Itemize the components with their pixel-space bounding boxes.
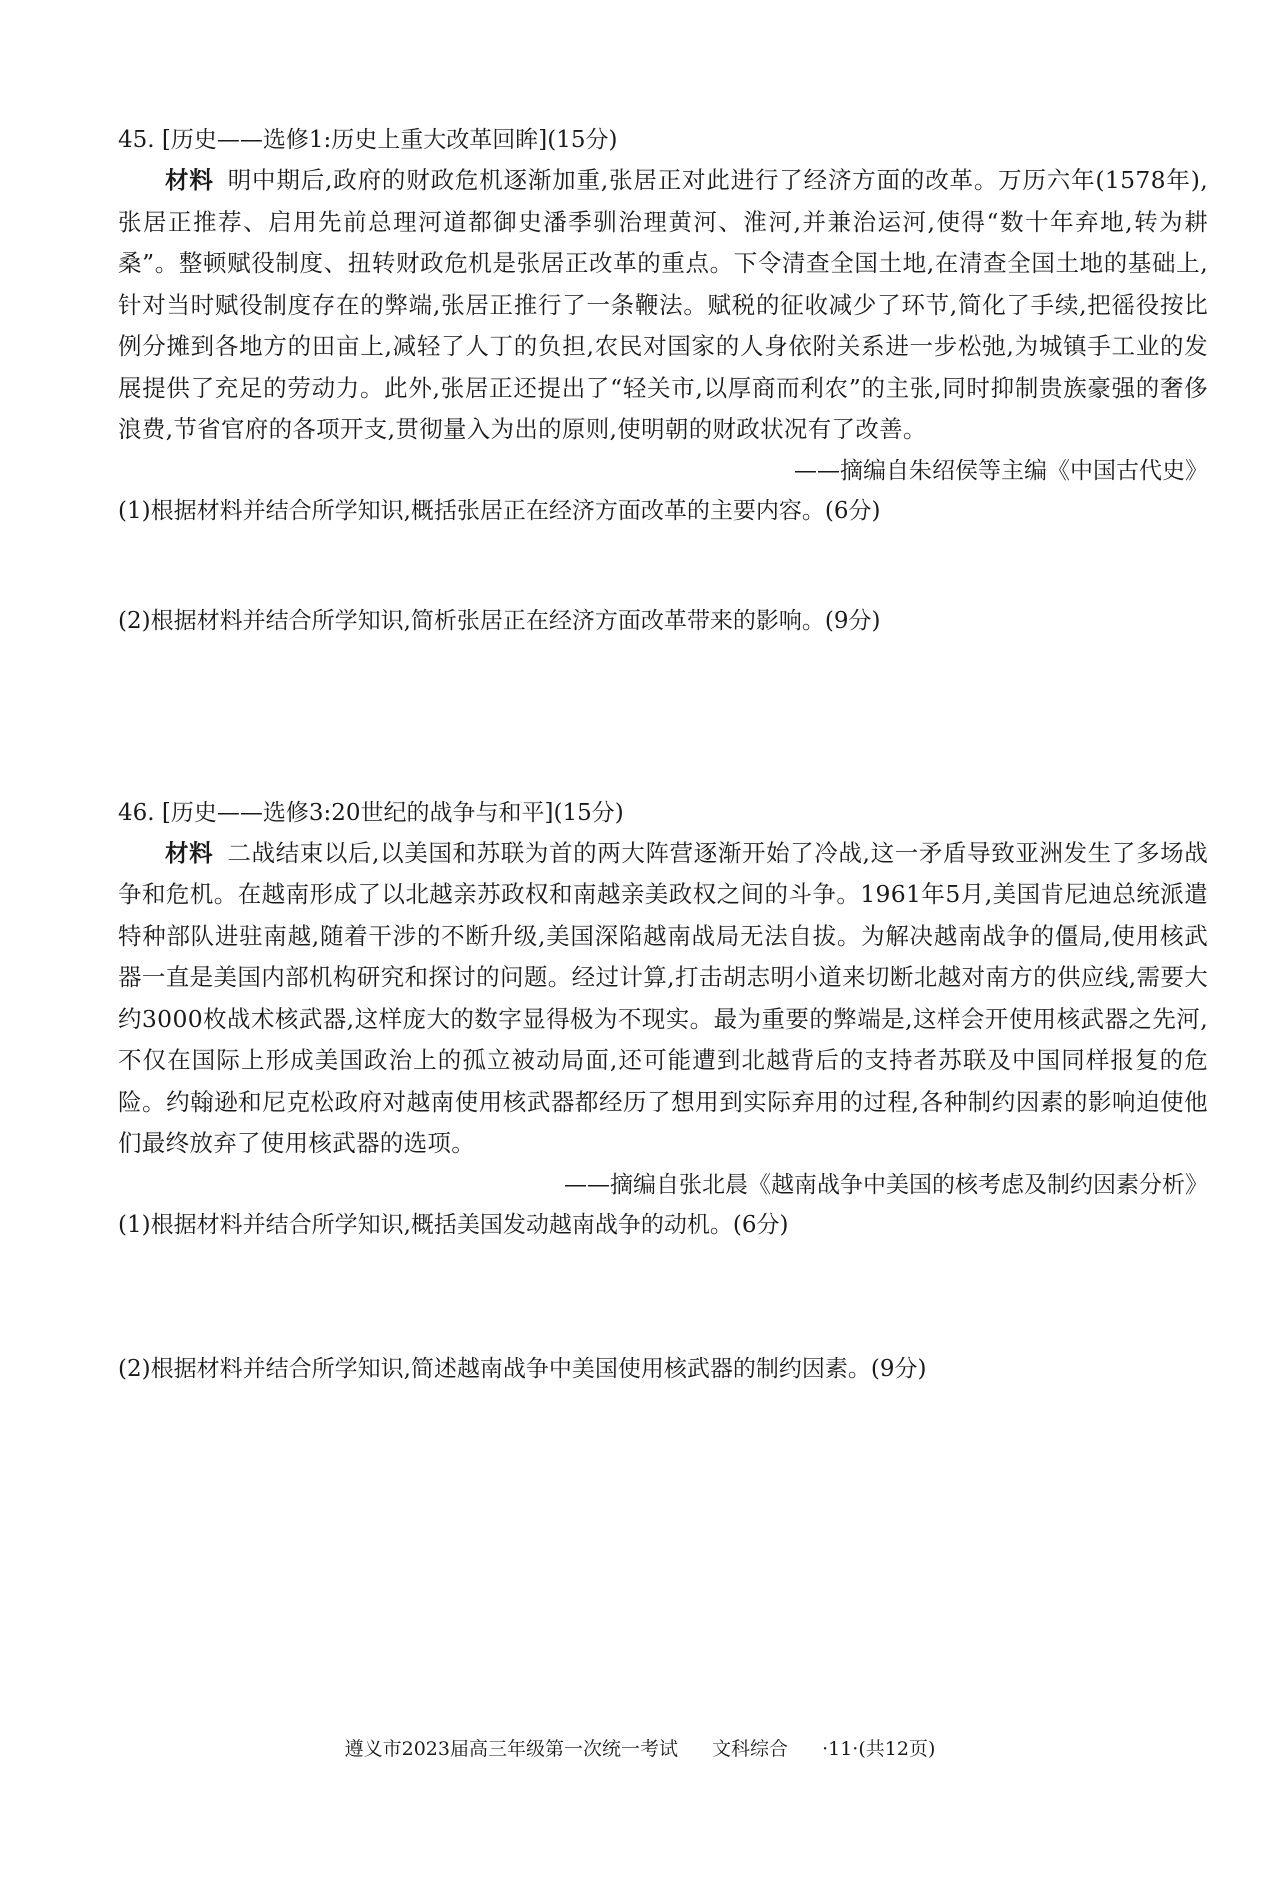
material-label: 材料 bbox=[165, 166, 214, 194]
answer-space bbox=[118, 531, 1208, 601]
footer-exam-name: 遵义市2023届高三年级第一次统一考试 bbox=[344, 1738, 678, 1760]
question-46 bbox=[118, 793, 1208, 1389]
footer-subject: 文科综合 bbox=[712, 1738, 789, 1760]
material-text: 明中期后,政府的财政危机逐渐加重,张居正对此进行了经济方面的改革。万历六年(1578年),张居正推荐、启用先前总理河道都御史潘季驯治理黄河、淮河,并兼治运河,使得“数十年弃地,转为耕桑”。整顿赋役制度、扭转财政危机是张居正改革的重点。下令清查全国土地,在清查全国土地的基础上,针对当时赋役制度存在的弊端,张居正推行了一条鞭法。赋税的征收减少了环节,简化了手续,把徭役按比例分摊到各地方的田亩上,减轻了人丁的负担,农民对国家的人身依附关系进一步松弛,为城镇手工业的发展提供了充足的劳动力。此外,张居正还提出了“轻关市,以厚商而利农”的主张,同时抑制贵族豪强的奢侈浪费,节省官府的各项开支,贯彻量入为出的原则,使明朝的财政状况有了改善。 bbox=[118, 166, 1208, 443]
question-46-sub-1: (1)根据材料并结合所学知识,概括美国发动越南战争的动机。(6分) bbox=[118, 1211, 789, 1238]
question-45-sub-2: (2)根据材料并结合所学知识,简析张居正在经济方面改革带来的影响。(9分) bbox=[118, 607, 881, 634]
question-45-material bbox=[118, 160, 1208, 451]
question-46-title: 46. [历史——选修3:20世纪的战争与和平](15分) bbox=[118, 799, 624, 826]
answer-space bbox=[118, 1245, 1208, 1349]
question-45-sub-1: (1)根据材料并结合所学知识,概括张居正在经济方面改革的主要内容。(6分) bbox=[118, 497, 881, 524]
question-46-material bbox=[118, 833, 1208, 1165]
answer-space bbox=[118, 641, 1208, 793]
footer-page-number: ·11·(共12页) bbox=[822, 1738, 936, 1760]
question-45-title: 45. [历史——选修1:历史上重大改革回眸](15分) bbox=[118, 127, 618, 153]
question-46-sub-2: (2)根据材料并结合所学知识,简述越南战争中美国使用核武器的制约因素。(9分) bbox=[118, 1355, 927, 1382]
question-45 bbox=[118, 120, 1208, 641]
question-46-source: ——摘编自张北晨《越南战争中美国的核考虑及制约因素分析》 bbox=[564, 1171, 1208, 1198]
page-footer bbox=[0, 1734, 1280, 1764]
material-label: 材料 bbox=[165, 838, 214, 867]
exam-page bbox=[118, 120, 1208, 1389]
question-45-source: ——摘编自朱绍侯等主编《中国古代史》 bbox=[794, 457, 1208, 484]
material-text: 二战结束以后,以美国和苏联为首的两大阵营逐渐开始了冷战,这一矛盾导致亚洲发生了多场战争和危机。在越南形成了以北越亲苏政权和南越亲美政权之间的斗争。1961年5月,美国肯尼迪总统派遣特种部队进驻南越,随着干涉的不断升级,美国深陷越南战局无法自拔。为解决越南战争的僵局,使用核武器一直是美国内部机构研究和探讨的问题。经过计算,打击胡志明小道来切断北越对南方的供应线,需要大约3000枚战术核武器,这样庞大的数字显得极为不现实。最为重要的弊端是,这样会开使用核武器之先河,不仅在国际上形成美国政治上的孤立被动局面,还可能遭到北越背后的支持者苏联及中国同样报复的危险。约翰逊和尼克松政府对越南使用核武器都经历了想用到实际弃用的过程,各种制约因素的影响迫使他们最终放弃了使用核武器的选项。 bbox=[118, 838, 1208, 1157]
